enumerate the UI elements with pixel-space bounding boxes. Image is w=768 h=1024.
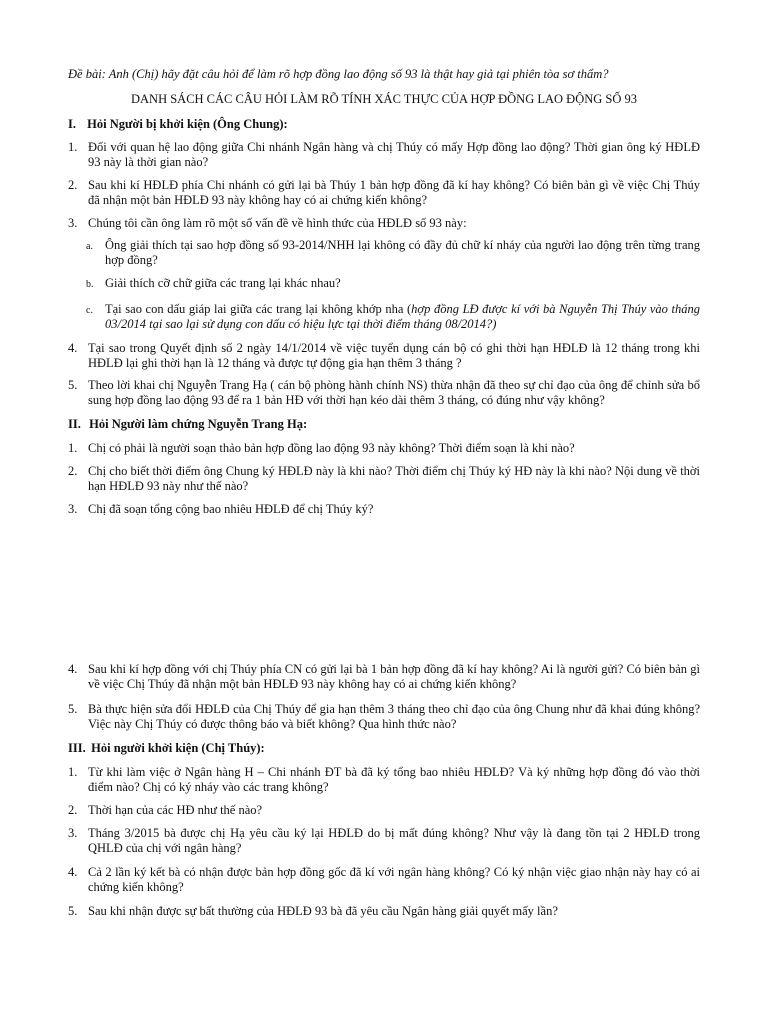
question-number: 1. (68, 140, 78, 154)
section-title: Hỏi Người làm chứng Nguyễn Trang Hạ: (89, 417, 308, 431)
question-text: Thời hạn của các HĐ như thế nào? (88, 803, 263, 817)
question-number: 5. (68, 378, 78, 392)
question-number: 2. (68, 803, 78, 817)
question-item (68, 502, 700, 517)
question-text: Chúng tôi cần ông làm rõ một số vấn đề về hình thức của HĐLĐ số 93 này: (88, 216, 467, 230)
sub-question-item (86, 276, 700, 291)
question-item (68, 216, 700, 231)
section-number: III. (68, 741, 86, 755)
question-text: Chị có phải là người soạn thảo bản hợp đồng lao động 93 này không? Thời điểm soạn là khi nào? (88, 441, 575, 455)
question-text: Từ khi làm việc ở Ngân hàng H – Chi nhánh ĐT bà đã ký tổng bao nhiêu HĐLĐ? Và ký những hợp đồng đó vào thời điểm nào? Chị có ký nháy vào các trang không? (88, 765, 700, 794)
section-heading-1 (68, 117, 288, 132)
sub-question-letter: a. (86, 241, 93, 252)
question-number: 3. (68, 216, 78, 230)
question-item (68, 341, 700, 371)
question-text: Tháng 3/2015 bà được chị Hạ yêu cầu ký lại HĐLĐ do bị mất đúng không? Như vậy là đang tồn tại 2 HĐLĐ trong QHLĐ của chị với ngân hàng? (88, 826, 700, 855)
section-number: I. (68, 117, 76, 131)
question-text: Sau khi nhận được sự bất thường của HĐLĐ 93 bà đã yêu cầu Ngân hàng giải quyết mấy lần? (88, 904, 558, 918)
sub-question-text: Ông giải thích tại sao hợp đồng số 93-2014/NHH lại không có đầy đủ chữ kí nháy của người lao động trên từng trang hợp đồng? (105, 238, 700, 267)
question-item (68, 702, 700, 732)
sub-question-item (86, 238, 700, 268)
question-text: Chị đã soạn tổng cộng bao nhiêu HĐLĐ để chị Thúy ký? (88, 502, 374, 516)
question-item (68, 803, 700, 818)
question-number: 5. (68, 904, 78, 918)
sub-question-text: Giải thích cỡ chữ giữa các trang lại khác nhau? (105, 276, 341, 290)
sub-question-main: Tại sao con dấu giáp lai giữa các trang lại không khớp nha ( (105, 302, 412, 316)
question-number: 4. (68, 662, 78, 676)
document-title: DANH SÁCH CÁC CÂU HỎI LÀM RÕ TÍNH XÁC THỰC CỦA HỢP ĐỒNG LAO ĐỘNG SỐ 93 (130, 92, 638, 106)
question-item (68, 904, 700, 919)
question-text: Tại sao trong Quyết định số 2 ngày 14/1/2014 về việc tuyển dụng cán bộ có ghi thời hạn HĐLĐ là 12 tháng trong khi HĐLĐ lại ghi thời hạn là 12 tháng và được tự động gia hạn thêm 3 tháng ? (88, 341, 700, 370)
question-text: Đối với quan hệ lao động giữa Chi nhánh Ngân hàng và chị Thúy có mấy Hợp đồng lao động? Thời gian ông ký HĐLĐ 93 này là thời gian nào? (88, 140, 700, 169)
question-item (68, 378, 700, 408)
question-item (68, 865, 700, 895)
section-heading-2 (68, 417, 307, 432)
question-item (68, 765, 700, 795)
question-item (68, 662, 700, 692)
question-item (68, 826, 700, 856)
section-heading-3 (68, 741, 265, 756)
question-number: 3. (68, 502, 78, 516)
question-text: Cả 2 lần ký kết bà có nhận được bản hợp đồng gốc đã kí với ngân hàng không? Có ký nhận việc giao nhận này hay có ai chứng kiến không? (88, 865, 700, 894)
section-title: Hỏi người khởi kiện (Chị Thúy): (91, 741, 265, 755)
question-number: 2. (68, 464, 78, 478)
question-text: Sau khi kí HĐLĐ phía Chi nhánh có gửi lại bà Thúy 1 bản hợp đồng đã kí hay không? Có biên bản gì về việc Chị Thúy đã nhận một bản HĐLĐ 93 này không hay có ai chứng kiến không? (88, 178, 700, 207)
sub-question-text (105, 302, 700, 332)
question-text: Theo lời khai chị Nguyễn Trang Hạ ( cán bộ phòng hành chính NS) thừa nhận đã theo sự chỉ đạo của ông để chỉnh sửa bổ sung hợp đồng lao động 93 để ra 1 bản HĐ với thời hạn kéo dài thêm 3 tháng, có đúng như vậy không? (88, 378, 700, 407)
question-text: Sau khi kí hợp đồng với chị Thúy phía CN có gửi lại bà 1 bản hợp đồng đã kí hay không? Ai là người gửi? Có biên bản gì về việc Chị Thúy đã nhận một bản HĐLĐ 93 này không hay có ai chứng kiến không? (88, 662, 700, 691)
question-number: 4. (68, 865, 78, 879)
sub-question-letter: c. (86, 305, 93, 316)
question-item (68, 140, 700, 170)
question-text: Chị cho biết thời điểm ông Chung ký HĐLĐ này là khi nào? Thời điểm chị Thúy ký HĐ này là khi nào? Nội dung về thời hạn HĐLĐ 93 này như thế nào? (88, 464, 700, 493)
question-item (68, 441, 700, 456)
question-number: 4. (68, 341, 78, 355)
question-text: Bà thực hiện sửa đổi HĐLĐ của Chị Thúy để gia hạn thêm 3 tháng theo chỉ đạo của ông Chung như đã khai đúng không? Việc này Chị Thúy có được thông báo và biết không? Qua hình thức nào? (88, 702, 700, 731)
sub-question-item (86, 302, 700, 332)
section-number: II. (68, 417, 81, 431)
question-item (68, 464, 700, 494)
question-number: 1. (68, 441, 78, 455)
sub-question-letter: b. (86, 279, 94, 290)
question-number: 2. (68, 178, 78, 192)
question-number: 5. (68, 702, 78, 716)
question-number: 1. (68, 765, 78, 779)
assignment-prompt: Đề bài: Anh (Chị) hãy đặt câu hỏi để làm rõ hợp đồng lao động số 93 là thật hay giả tại phiên tòa sơ thẩm? (68, 67, 609, 81)
question-item (68, 178, 700, 208)
section-title: Hỏi Người bị khởi kiện (Ông Chung): (87, 117, 288, 131)
sub-question-note: hợp đồng LĐ được kí với bà Nguyễn Thị Thúy vào tháng 03/2014 tại sao lại sử dụng con dấu có hiệu lực tại thời điểm tháng 08/2014?) (105, 302, 701, 331)
question-number: 3. (68, 826, 78, 840)
